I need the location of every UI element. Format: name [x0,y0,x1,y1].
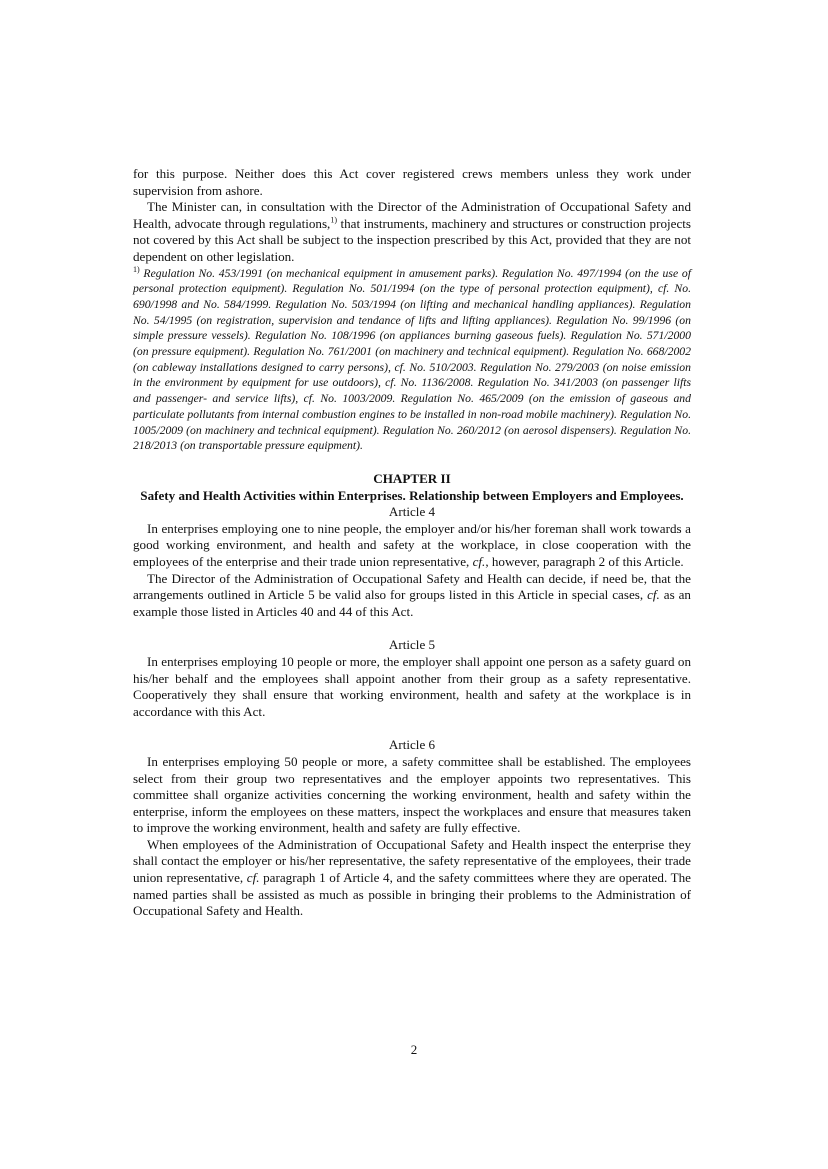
footnote [133,266,691,454]
article-6-heading: Article 6 [388,737,436,753]
article-4-heading: Article 4 [388,504,436,520]
intro-paragraph-1: for this purpose. Neither does this Act cover registered crews members unless they work under supervision from ashore. [133,166,691,198]
footnote-marker: 1) [133,264,140,274]
article-5-heading: Article 5 [388,637,436,653]
page-content [133,166,691,920]
chapter-subtitle: Safety and Health Activities within Enterprises. Relationship between Employers and Employees. [140,487,684,503]
article-6-p2-cf: cf. [246,870,260,886]
chapter-title: CHAPTER II [373,471,451,486]
article-4-p2-text-b: as an example those listed in Articles 40 and 44 of this Act. [133,587,691,619]
article-4-paragraph-2 [133,571,691,621]
article-6-paragraph-2 [133,837,691,920]
article-6-paragraph-1: In enterprises employing 50 people or more, a safety committee shall be established. The employees select from their group two representatives and the employer appoints two representatives. This committee shall organize activities concerning the working environment, health and safety within the enterprise, inform the employees on these matters, inspect the workplaces and ensure that measures taken to improve the working environment, health and safety are fully effective. [133,753,691,836]
intro-paragraph-2 [133,199,691,265]
article-6-p2-text-b: paragraph 1 of Article 4, and the safety committees where they are operated. The named parties shall be assisted as much as possible in bringing their problems to the Administration of Occupational Safety and Health. [133,870,691,919]
article-4-paragraph-1 [133,521,691,571]
intro-paragraph-2-text-b: that instruments, machinery and structures or construction projects not covered by this Act shall be subject to the inspection prescribed by this Act, provided that they are not dependent on other legislation. [133,215,691,264]
article-6-p2-text-a: When employees of the Administration of Occupational Safety and Health inspect the enterprise they shall contact the employer or his/her representative, the safety representative of the employees, their trade union representative, [133,836,691,886]
article-4-p1-text-b: , however, paragraph 2 of this Article. [485,553,684,569]
article-4-p1-text-a: In enterprises employing one to nine people, the employer and/or his/her foreman shall work towards a good working environment, and health and safety at the workplace, in close cooperation with the employees of the enterprise and their trade union representative, [133,520,691,569]
footnote-reference: 1) [330,215,337,225]
article-4-p2-cf: cf. [647,587,660,603]
article-4-p2-text-a: The Director of the Administration of Occupational Safety and Health can decide, if need be, that the arrangements outlined in Article 5 be valid also for groups listed in this Article in special cases, [133,570,691,603]
article-5-paragraph-1: In enterprises employing 10 people or more, the employer shall appoint one person as a safety guard on his/her behalf and the employees shall appoint another from their group as a safety representative. Cooperatively they shall ensure that working environment, health and safety at the workplace is in accordance with this Act. [133,653,691,719]
article-4-p1-cf: cf. [472,553,486,569]
page-number: 2 [410,1042,418,1057]
intro-paragraph-2-text-a: The Minister can, in consultation with the Director of the Administration of Occupational Safety and Health, advocate through regulations, [133,199,691,231]
footnote-text: Regulation No. 453/1991 (on mechanical equipment in amusement parks). Regulation No. 497/1994 (on the use of personal protection equipment). Regulation No. 501/1994 (on the type of personal protection equipment), cf. No. 690/1998 and No. 584/1999. Regulation No. 503/1994 (on lifting and mechanical handling appliances). Regulation No. 54/1995 (on registration, supervision and tendance of lifts and lifting appliances). Regulation No. 99/1996 (on simple pressure vessels). Regulation No. 108/1996 (on appliances burning gaseous fuels). Regulation No. 571/2000 (on pressure equipment). Regulation No. 761/2001 (on machinery and technical equipment). Regulation No. 668/2002 (on cableway installations designed to carry persons), cf. No. 510/2003. Regulation No. 279/2003 (on noise emission in the environment by equipment for use outdoors), cf. No. 1136/2008. Regulation No. 341/2003 (on passenger lifts and passenger- and service lifts), cf. No. 1003/2009. Regulation No. 465/2009 (on the emission of gaseous and particulate pollutants from internal combustion engines to be installed in non-road mobile machinery). Regulation No. 1005/2009 (on machinery and technical equipment). Regulation No. 260/2012 (on aerosol dispensers). Regulation No. 218/2013 (on transportable pressure equipment). [133,266,691,453]
